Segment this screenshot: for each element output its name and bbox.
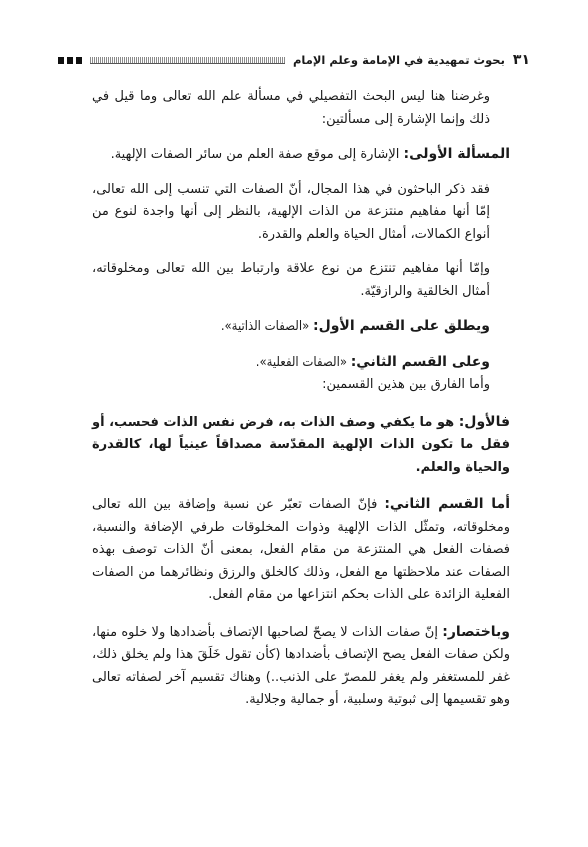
paragraph-summary	[92, 621, 510, 712]
header-rule	[90, 57, 285, 64]
page-number: ٣١	[512, 52, 530, 68]
first-category-label: ويطلق على القسم الأول:	[312, 318, 490, 334]
paragraph-first-category	[92, 315, 510, 339]
first-question-label: المسألة الأولى:	[403, 146, 510, 162]
paragraph-second-category	[92, 351, 510, 375]
first-definition-text: هو ما يكفي وصف الذات به، فرض نفس الذات فحسب، أو فقل ما تكون الذات الإلهية المقدّسة مصداقاً عينياً لها، كالقدرة والحياة والعلم.	[92, 414, 510, 475]
second-category-label: وعلى القسم الثاني:	[350, 353, 490, 370]
summary-text: إنّ صفات الذات لا يصحّ لصاحبها الإتصاف بأضدادها ولا خلوه منها، ولكن صفات الفعل يصح الإتصاف بأضدادها (كأن تقول خَلَقَ هذا ولم يخلق ذلك، غفر للمستغفر ولم يغفر للمصرّ على الذنب..) وهناك تقسيم آخر لصفاته تعالى وهو تقسيمها إلى ثبوتية وسلبية، أو جمالية وجلالية.	[92, 624, 510, 707]
first-category-text: «الصفات الذاتية».	[220, 319, 313, 334]
paragraph-difference-intro: وأما الفارق بين هذين القسمين:	[322, 377, 490, 392]
first-definition-label: فالأول:	[458, 413, 510, 430]
header-squares-ornament	[58, 57, 82, 64]
paragraph-intro: وغرضنا هنا ليس البحث التفصيلي في مسألة علم الله تعالى وما قيل في ذلك وإنما الإشارة إلى مسألتين:	[92, 89, 490, 127]
paragraph-second-definition	[92, 493, 510, 607]
paragraph-first-question	[92, 143, 510, 167]
second-category-text: «الصفات الفعلية».	[255, 354, 351, 370]
first-question-text: الإشارة إلى موقع صفة العلم من سائر الصفات الإلهية.	[110, 147, 404, 162]
second-definition-label: أما القسم الثاني:	[384, 496, 510, 512]
running-title: بحوث تمهيدية في الإمامة وعلم الإمام	[292, 53, 505, 67]
paragraph-relational-attributes: وإمّا أنها مفاهيم تنتزع من نوع علاقة وارتباط بين الله تعالى ومخلوقاته، أمثال الخالقية والرازقيّة.	[92, 261, 490, 299]
paragraph-first-definition	[92, 411, 510, 480]
paragraph-attributes-kinds: فقد ذكر الباحثون في هذا المجال، أنّ الصفات التي تنسب إلى الله تعالى، إمّا أنها مفاهيم منتزعة من الذات الإلهية، بالنظر إلى أنها واجدة لنوع من أنواع الكمالات، أمثال الحياة والعلم والقدرة.	[92, 181, 490, 242]
summary-label: وباختصار:	[442, 623, 510, 640]
page-body	[92, 86, 510, 712]
running-header	[58, 50, 530, 70]
second-definition-text: فإنّ الصفات تعبّر عن نسبة وإضافة بين الله تعالى ومخلوقاته، وتمثّل الذات الإلهية وذوات المخلوقات طرفي الإضافة والنسبة، فصفات الفعل هي المنتزعة من مقام الفعل، بمعنى أنّ الذات توصف بهذه الصفات عند ملاحظتها مع الفعل، وذلك كالخلق والرزق ونظائرهما من الصفات الفعلية الزائدة على الذات بحكم انتزاعها من مقام الفعل.	[92, 497, 510, 602]
